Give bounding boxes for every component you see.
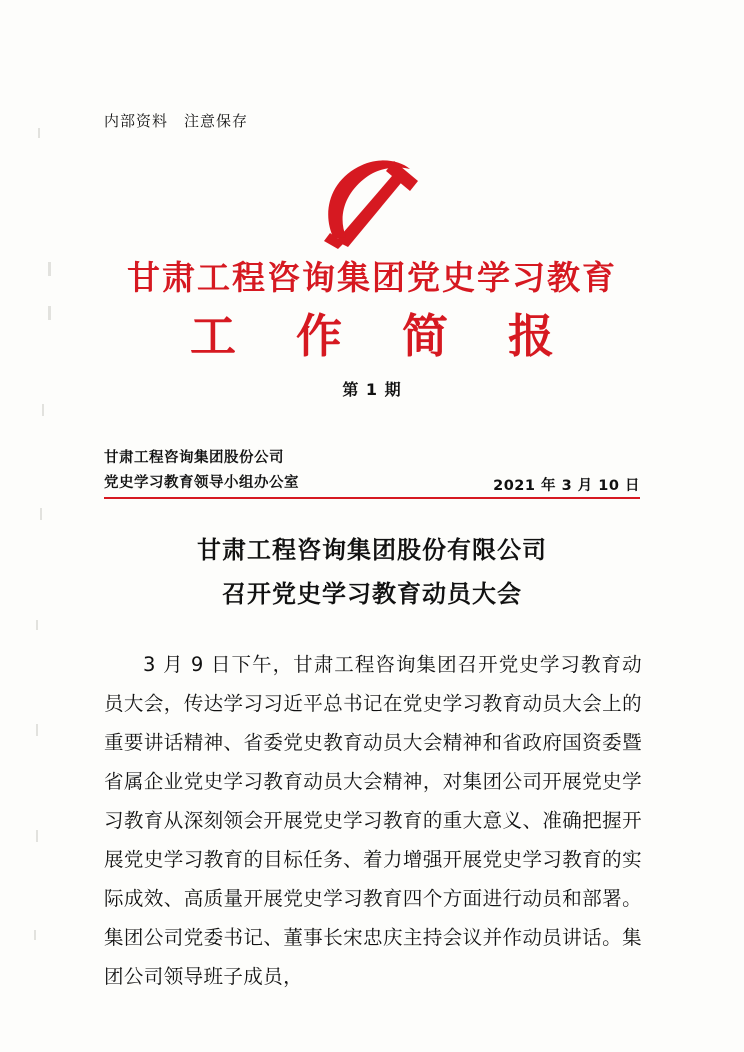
scan-artifact	[36, 620, 38, 630]
scan-artifact	[36, 724, 38, 736]
article-title	[104, 528, 640, 617]
scan-artifact	[34, 930, 36, 940]
issuer-line-1: 甘肃工程咨询集团股份公司	[104, 450, 284, 466]
red-divider-rule	[104, 497, 640, 499]
scan-artifact	[38, 128, 40, 138]
masthead-line2: 工 作 简 报	[189, 308, 577, 363]
article-paragraph: 3 月 9 日下午，甘肃工程咨询集团召开党史学习教育动员大会，传达学习习近平总书记在党史学习教育动员大会上的重要讲话精神、省委党史教育动员大会精神和省政府国资委暨省属企业党史学习教育动员大会精神，对集团公司开展党史学习教育从深刻领会开展党史学习教育的重大意义、准确把握开展党史学习教育的目标任务、着力增强开展党史学习教育的实际成效、高质量开展党史学习教育四个方面进行动员和部署。集团公司党委书记、董事长宋忠庆主持会议并作动员讲话。集团公司领导班子成员，	[104, 653, 642, 988]
scan-artifact	[42, 404, 44, 416]
article-title-line-2: 召开党史学习教育动员大会	[222, 580, 522, 609]
publish-date: 2021 年 3 月 10 日	[493, 477, 640, 494]
issuer-block	[104, 446, 640, 497]
scan-artifact	[36, 830, 38, 842]
issuer-line-2: 党史学习教育领导小组办公室	[104, 475, 299, 492]
article-title-line-1: 甘肃工程咨询集团股份有限公司	[197, 536, 547, 564]
scan-artifact	[40, 508, 42, 520]
masthead	[0, 258, 744, 400]
confidential-note: 内部资料 注意保存	[104, 112, 249, 130]
communist-party-emblem	[0, 155, 744, 250]
masthead-line1: 甘肃工程咨询集团党史学习教育	[127, 258, 617, 297]
article-body	[104, 645, 642, 996]
issue-number: 第 1 期	[342, 380, 402, 400]
issuer-names	[104, 446, 299, 497]
